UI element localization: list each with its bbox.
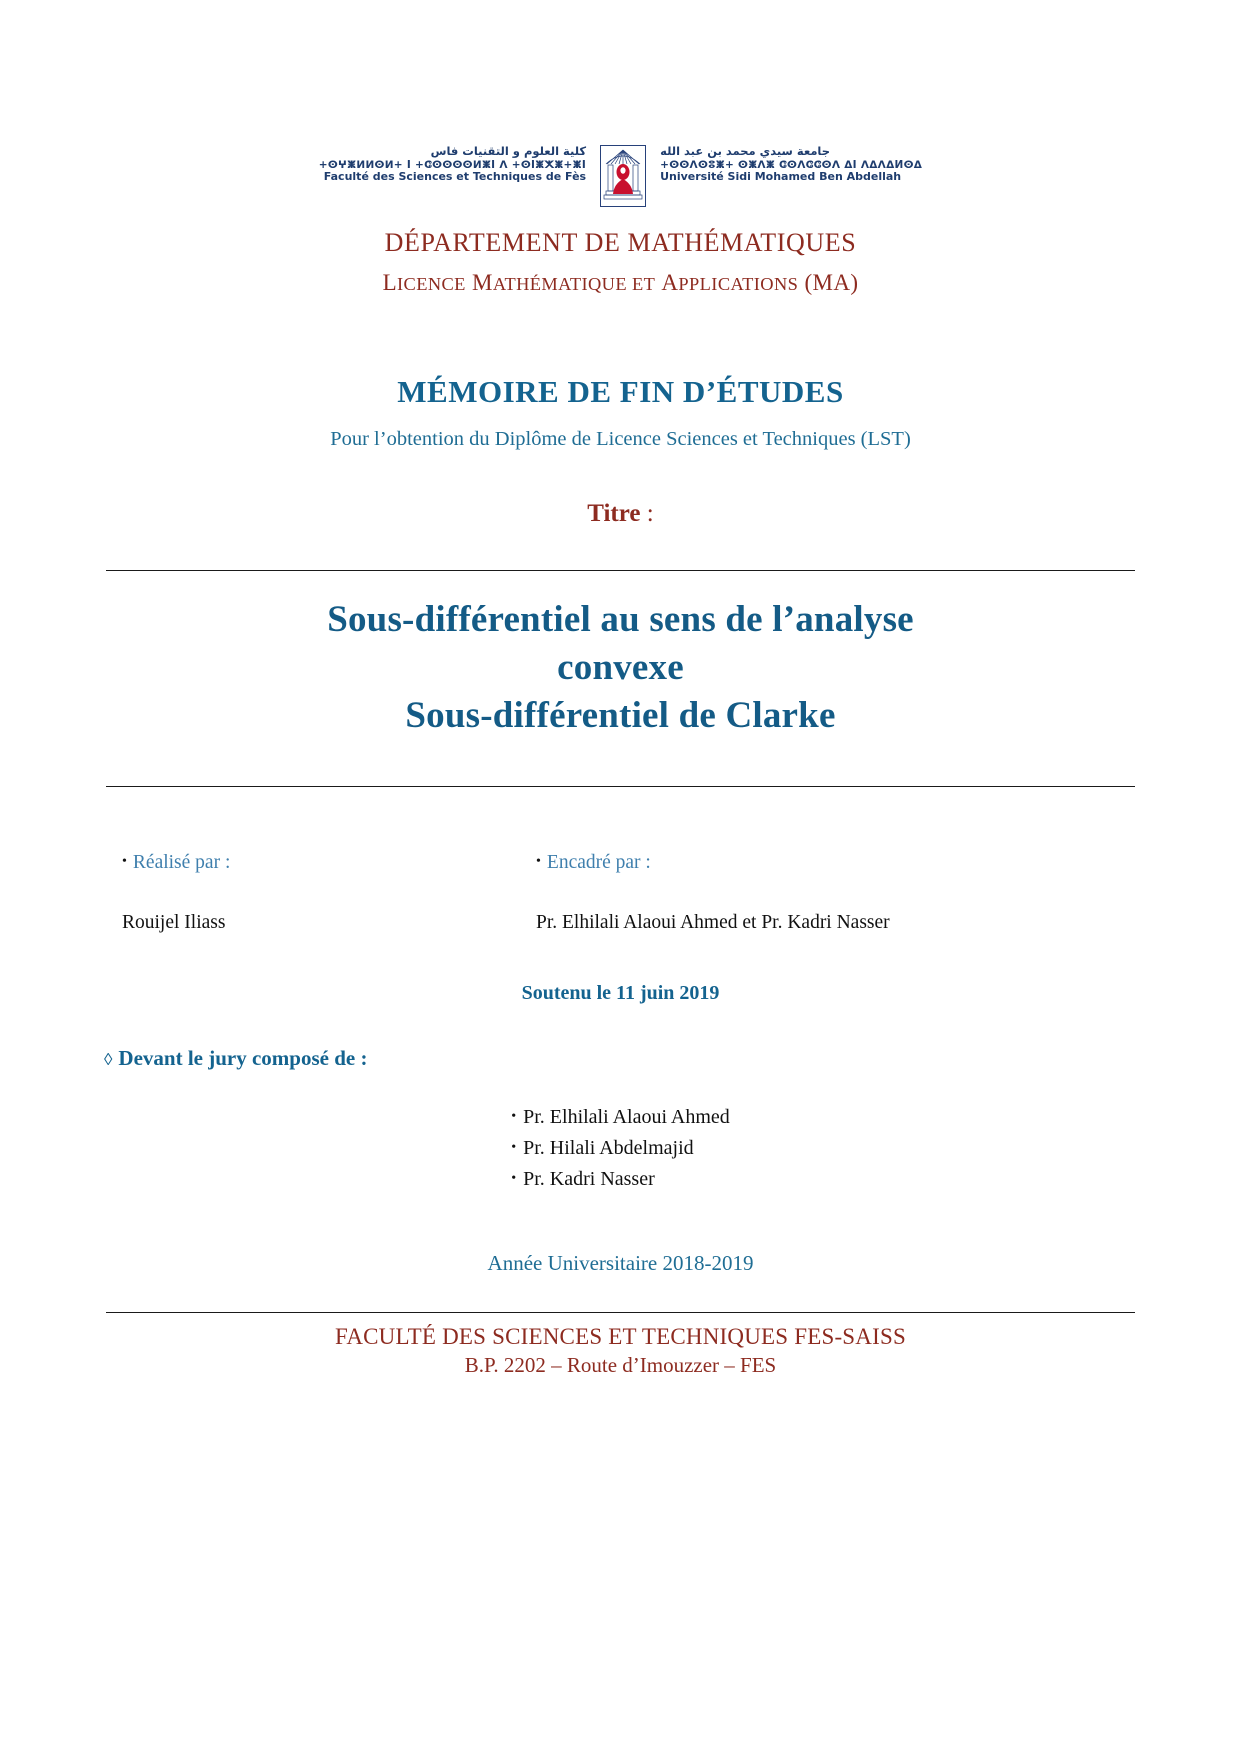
program-heading-icence: ICENCE <box>397 274 466 294</box>
author-role <box>122 852 526 874</box>
title-rule-bottom <box>106 786 1135 787</box>
footer-rule <box>106 1312 1135 1313</box>
title-rule-top <box>106 570 1135 571</box>
university-name-french: Université Sidi Mohamed Ben Abdellah <box>660 169 902 183</box>
supervisor-role <box>536 852 1135 874</box>
defense-date: Soutenu le 11 juin 2019 <box>521 982 720 1004</box>
footer-institution: FACULTÉ DES SCIENCES ET TECHNIQUES FES-SAISS <box>335 1324 906 1349</box>
jury-member-name: Pr. Elhilali Alaoui Ahmed <box>523 1106 730 1128</box>
program-heading <box>0 270 1241 296</box>
diamond-icon: ◊ <box>104 1050 113 1069</box>
faculty-name-arabic: كلية العلوم و التقنيات فاس <box>430 144 587 158</box>
faculty-name-tifinagh: +ⵙⵖⵥⵍⵍⵙⵍ+ I +ⵛⵙⵙⵙⵙⵍⵥI ⴷ +ⵙIⵥⵅⵥ+ⵥI <box>318 158 587 171</box>
supervisor-column <box>526 852 1135 934</box>
program-heading-pplications: PPLICATIONS <box>678 274 799 294</box>
faculty-name-french: Faculté des Sciences et Techniques de Fès <box>323 169 587 183</box>
department-heading: DÉPARTEMENT DE MATHÉMATIQUES <box>384 228 857 257</box>
program-heading-ma: (MA) <box>804 270 859 295</box>
thesis-title-line-2: convexe <box>557 647 684 689</box>
program-heading-cap-a: A <box>661 270 679 295</box>
bullet-icon: • <box>511 1109 517 1124</box>
author-name: Rouijel Iliass <box>122 912 226 933</box>
jury-list-inner <box>511 1102 730 1195</box>
list-item <box>511 1102 730 1133</box>
jury-member-name: Pr. Kadri Nasser <box>523 1168 655 1190</box>
bullet-icon: • <box>536 854 541 869</box>
titre-label-colon: : <box>640 500 654 527</box>
university-logo-text <box>660 145 922 184</box>
jury-member-name: Pr. Hilali Abdelmajid <box>523 1137 694 1159</box>
author-role-label: Réalisé par : <box>132 852 231 873</box>
footer-address: B.P. 2202 – Route d’Imouzzer – FES <box>464 1353 777 1377</box>
university-name-tifinagh: +ⵙⵙⴷⵙⵓⵥ+ ⵙⵥⴷⵥ ⵛⵙⴷⵛⵛⵙⴷ ⵠI ⴷⵠⴷⵠИⵙⵠ <box>660 158 923 171</box>
academic-year: Année Universitaire 2018-2019 <box>487 1251 754 1275</box>
memoire-subtitle: Pour l’obtention du Diplôme de Licence Sciences et Techniques (LST) <box>330 428 911 450</box>
list-item <box>511 1164 730 1195</box>
bullet-icon: • <box>511 1140 517 1155</box>
people-section <box>106 852 1135 934</box>
supervisor-role-label: Encadré par : <box>546 852 651 873</box>
university-crest-icon <box>600 145 646 207</box>
bullet-icon: • <box>122 854 127 869</box>
bullet-icon: • <box>511 1171 517 1186</box>
program-heading-athematique-et: ATHÉMATIQUE ET <box>492 274 656 294</box>
jury-heading <box>104 1046 367 1071</box>
supervisor-name: Pr. Elhilali Alaoui Ahmed et Pr. Kadri Nasser <box>536 912 890 933</box>
titre-label <box>0 500 1241 528</box>
thesis-title-line-3: Sous-différentiel de Clarke <box>405 695 836 737</box>
program-heading-cap-m: M <box>471 270 493 295</box>
titre-label-word: Titre <box>587 500 641 527</box>
thesis-title <box>120 596 1121 740</box>
memoire-heading: MÉMOIRE DE FIN D’ÉTUDES <box>397 374 844 409</box>
institution-logo-band <box>0 145 1241 207</box>
program-heading-cap-l: L <box>382 270 398 295</box>
faculty-logo-text <box>319 145 586 184</box>
university-name-arabic: جامعة سيدي محمد بن عبد الله <box>660 144 831 158</box>
jury-member-list <box>0 1102 1241 1195</box>
author-column <box>106 852 526 934</box>
list-item <box>511 1133 730 1164</box>
thesis-title-line-1: Sous-différentiel au sens de l’analyse <box>327 599 914 640</box>
jury-heading-label: Devant le jury composé de : <box>118 1046 368 1070</box>
